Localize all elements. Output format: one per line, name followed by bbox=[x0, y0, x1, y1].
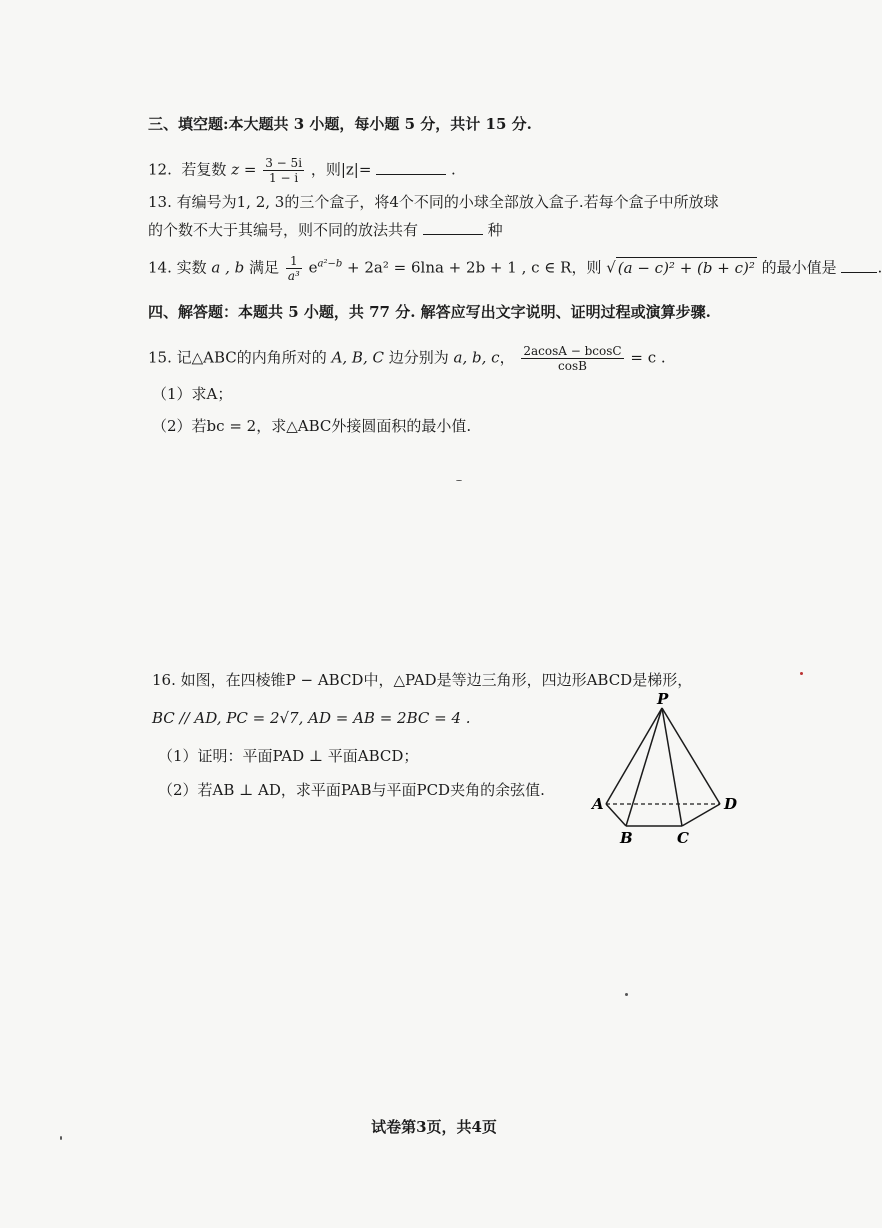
q14-exp-base: e bbox=[308, 258, 318, 277]
question-13-line2 bbox=[148, 220, 503, 240]
q13-line2-unit: 种 bbox=[487, 221, 503, 239]
vertex-label-C: C bbox=[677, 829, 689, 847]
scan-speck bbox=[456, 480, 462, 481]
q15-stem-b: 边分别为 bbox=[388, 348, 449, 367]
q15-stem-sides: a, b, c bbox=[453, 348, 500, 367]
section-4-heading: 四、解答题：本题共 5 小题，共 77 分. 解答应写出文字说明、证明过程或演算步骤. bbox=[148, 303, 711, 321]
q12-fraction bbox=[263, 156, 304, 185]
question-16-part1: （1）证明：平面PAD ⊥ 平面ABCD； bbox=[158, 747, 419, 765]
question-15-part2: （2）若bc = 2，求△ABC外接圆面积的最小值. bbox=[152, 417, 472, 435]
question-16-part2: （2）若AB ⊥ AD，求平面PAB与平面PCD夹角的余弦值. bbox=[158, 781, 545, 799]
q14-answer-blank[interactable] bbox=[841, 258, 877, 273]
q12-end: . bbox=[450, 160, 456, 179]
question-15-part1: （1）求A； bbox=[152, 385, 233, 403]
vertex-label-P: P bbox=[657, 690, 669, 708]
question-13-line1: 13. 有编号为1, 2, 3的三个盒子，将4个不同的小球全部放入盒子.若每个盒子中所放球 bbox=[148, 193, 719, 211]
q13-answer-blank[interactable] bbox=[423, 220, 483, 235]
scan-speck bbox=[625, 993, 628, 996]
q14-eq-rest: + 2a² = 6lna + 2b + 1 , c ∈ R，则 bbox=[347, 258, 602, 277]
q12-frac-den: 1 − i bbox=[269, 171, 299, 185]
vertex-label-B: B bbox=[620, 829, 633, 847]
question-15-stem: 15. 记△ABC的内角所对的 A, B, C 边分别为 a, b, c， $\frac{2acosA - bcosC}{\cos B}$ = c . bbox=[148, 344, 666, 373]
q14-fraction bbox=[286, 254, 302, 283]
q12-answer-blank[interactable] bbox=[376, 160, 446, 175]
q14-sqrt-expr: (a − c)² + (b + c)² bbox=[617, 258, 755, 277]
q15-fraction bbox=[521, 344, 623, 373]
q15-stem-vars: A, B, C bbox=[331, 348, 384, 367]
question-16-line2: BC // AD, PC = 2√7, AD = AB = 2BC = 4 . bbox=[152, 709, 471, 727]
q14-tail: 的最小值是 bbox=[761, 258, 837, 277]
q15-frac-rhs: = c . bbox=[630, 348, 666, 367]
vertex-label-A: A bbox=[592, 795, 604, 813]
q14-prefix: 14. 实数 bbox=[148, 258, 207, 277]
question-16-line1: 16. 如图，在四棱锥P − ABCD中，△PAD是等边三角形，四边形ABCD是梯形， bbox=[152, 671, 693, 689]
question-14: 14. 实数 a , b 满足 $\frac{1}{\text{a³}}$ $e^{a^2-b} + 2a^2 = 6\ln a + 2b + 1$ , c ∈ R，则 √ (a − c)² + (b + c)² 的最小值是 . bbox=[148, 254, 882, 283]
page-footer: 试卷第3页，共4页 bbox=[371, 1118, 497, 1136]
q14-frac-den: a³ bbox=[287, 269, 300, 283]
pyramid-figure bbox=[588, 690, 748, 850]
q14-cond: 满足 bbox=[249, 258, 280, 277]
edge-PB bbox=[626, 708, 662, 826]
q12-prefix: 若复数 bbox=[181, 160, 227, 179]
q12-frac-num: 3 − 5i bbox=[265, 156, 303, 170]
q14-exp-sup: a²−b bbox=[317, 258, 343, 270]
vertex-label-D: D bbox=[724, 795, 738, 813]
q12-z-eq: z = bbox=[231, 160, 257, 179]
q13-line2-text: 的个数不大于其编号，则不同的放法共有 bbox=[148, 221, 419, 239]
q14-vars: a , b bbox=[211, 258, 245, 277]
q12-number: 12. bbox=[148, 160, 172, 179]
q15-stem-a: 15. 记△ABC的内角所对的 bbox=[148, 348, 327, 367]
edge-CD bbox=[682, 804, 720, 826]
scan-speck bbox=[800, 672, 803, 675]
q12-mid: ，则|z|= bbox=[310, 160, 372, 179]
q14-end: . bbox=[877, 258, 882, 277]
edge-AB bbox=[606, 804, 626, 826]
q15-frac-num: 2acosA − bcosC bbox=[523, 344, 622, 358]
edge-PA bbox=[606, 708, 662, 804]
q14-frac-num: 1 bbox=[286, 254, 302, 269]
q15-frac-den: cosB bbox=[558, 359, 587, 373]
section-3-heading: 三、填空题:本大题共 3 小题，每小题 5 分，共计 15 分. bbox=[148, 115, 532, 133]
question-12 bbox=[148, 156, 456, 185]
